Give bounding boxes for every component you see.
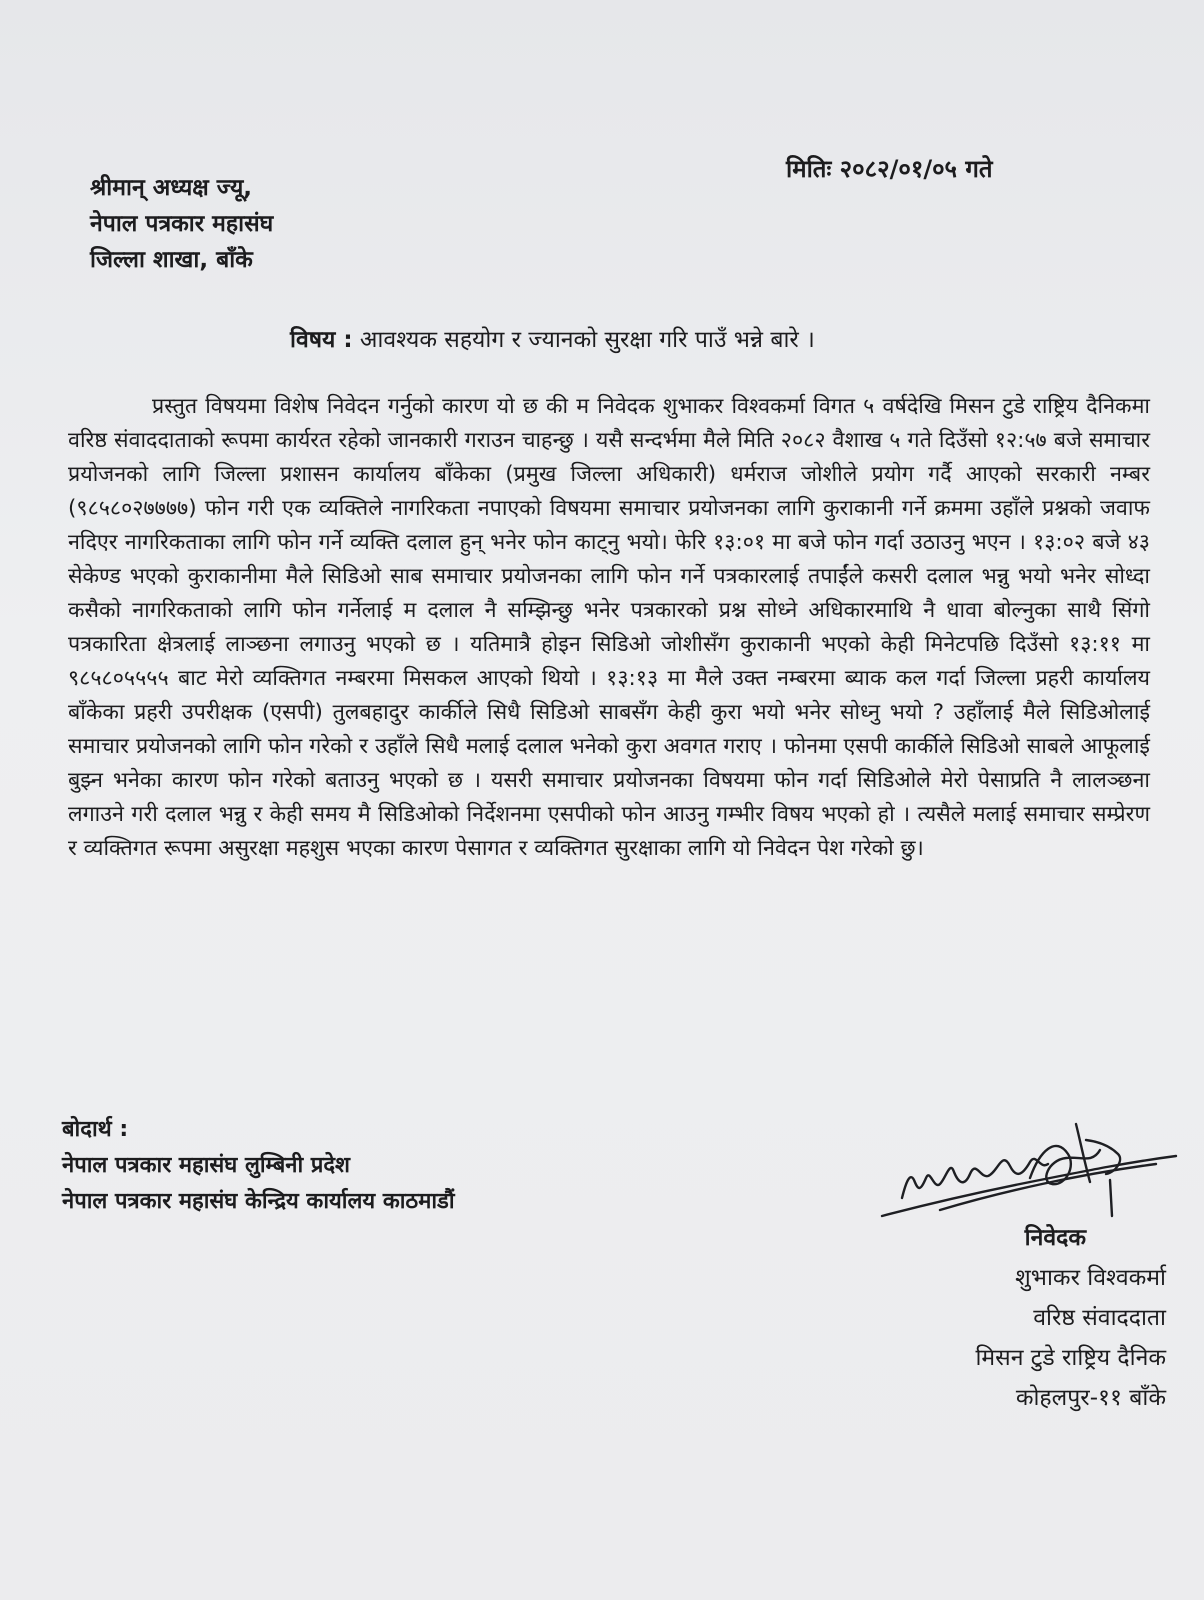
signer-role-label: निवेदक (1024, 1225, 1086, 1251)
signer-organization: मिसन टुडे राष्ट्रिय दैनिक (975, 1345, 1166, 1371)
cc-label: बोदार्थ : (62, 1117, 129, 1142)
carbon-copy-block (62, 1112, 455, 1220)
cc-item-1: नेपाल पत्रकार महासंघ लुम्बिनी प्रदेश (62, 1153, 350, 1178)
letter-body (68, 390, 1150, 866)
signer-address: कोहलपुर-११ बाँके (1015, 1385, 1166, 1411)
subject-label: विषय : (290, 327, 353, 353)
recipient-line-3: जिल्ला शाखा, बाँके (90, 247, 253, 273)
recipient-line-1: श्रीमान् अध्यक्ष ज्यू, (90, 175, 253, 201)
subject-text: आवश्यक सहयोग र ज्यानको सुरक्षा गरि पाउँ भन्ने बारे । (359, 327, 815, 353)
signer-name: शुभाकर विश्वकर्मा (1015, 1265, 1166, 1291)
handwritten-signature (880, 1120, 1180, 1230)
recipient-line-2: नेपाल पत्रकार महासंघ (90, 211, 274, 237)
cc-item-2: नेपाल पत्रकार महासंघ केन्द्रिय कार्यालय काठमाडौं (62, 1189, 455, 1214)
subject-line (290, 322, 815, 354)
signer-title: वरिष्ठ संवाददाता (1033, 1305, 1166, 1331)
body-paragraph: प्रस्तुत विषयमा विशेष निवेदन गर्नुको कारण यो छ की म निवेदक शुभाकर विश्वकर्मा विगत ५ वर्षदेखि मिसन टुडे राष्ट्रिय दैनिकमा वरिष्ठ संवाददाताको रूपमा कार्यरत रहेको जानकारी गराउन चाहन्छु । यसै सन्दर्भमा मैले मिति २०८२ वैशाख ५ गते दिउँसो १२:५७ बजे समाचार प्रयोजनको लागि जिल्ला प्रशासन कार्यालय बाँकेका (प्रमुख जिल्ला अधिकारी) धर्मराज जोशीले प्रयोग गर्दै आएको सरकारी नम्बर (९८५८०२७७७७) फोन गरी एक व्यक्तिले नागरिकता नपाएको विषयमा समाचार प्रयोजनका लागि कुराकानी गर्ने क्रममा उहाँले प्रश्नको जवाफ नदिएर नागरिकताका लागि फोन गर्ने व्यक्ति दलाल हुन् भनेर फोन काट्नु भयो। फेरि १३:०१ मा बजे फोन गर्दा उठाउनु भएन । १३:०२ बजे ४३ सेकेण्ड भएको कुराकानीमा मैले सिडिओ साब समाचार प्रयोजनका लागि फोन गर्ने पत्रकारलाई तपाईंले कसरी दलाल भन्नु भयो भनेर सोध्दा कसैको नागरिकताको लागि फोन गर्नेलाई म दलाल नै सम्झिन्छु भनेर पत्रकारको प्रश्न सोध्ने अधिकारमाथि नै धावा बोल्नुका साथै सिंगो पत्रकारिता क्षेत्रलाई लाञ्छना लगाउनु भएको छ । यतिमात्रै होइन सिडिओ जोशीसँग कुराकानी भएको केही मिनेटपछि दिउँसो १३:११ मा ९८५८०५५५५ बाट मेरो व्यक्तिगत नम्बरमा मिसकल आएको थियो । १३:१३ मा मैले उक्त नम्बरमा ब्याक कल गर्दा जिल्ला प्रहरी कार्यालय बाँकेका प्रहरी उपरीक्षक (एसपी) तुलबहादुर कार्कीले सिधै सिडिओ साबसँग केही कुरा भयो भनेर सोध्नु भयो ? उहाँलाई मैले सिडिओलाई समाचार प्रयोजनको लागि फोन गरेको र उहाँले सिधै मलाई दलाल भनेको कुरा अवगत गराए । फोनमा एसपी कार्कीले सिडिओ साबले आफूलाई बुझ्न भनेका कारण फोन गरेको बताउनु भएको छ । यसरी समाचार प्रयोजनका विषयमा फोन गर्दा सिडिओले मेरो पेसाप्रति नै लालञ्छना लगाउने गरी दलाल भन्नु र केही समय मै सिडिओको निर्देशनमा एसपीको फोन आउनु गम्भीर विषय भएको हो । त्यसैले मलाई समाचार सम्प्रेरण र व्यक्तिगत रूपमा असुरक्षा महशुस भएका कारण पेसागत र व्यक्तिगत सुरक्षाका लागि यो निवेदन पेश गरेको छु। (68, 394, 1150, 861)
signer-block (806, 1218, 1166, 1418)
letter-date: मितिः २०८२/०१/०५ गते (786, 155, 993, 183)
recipient-address (90, 170, 273, 278)
